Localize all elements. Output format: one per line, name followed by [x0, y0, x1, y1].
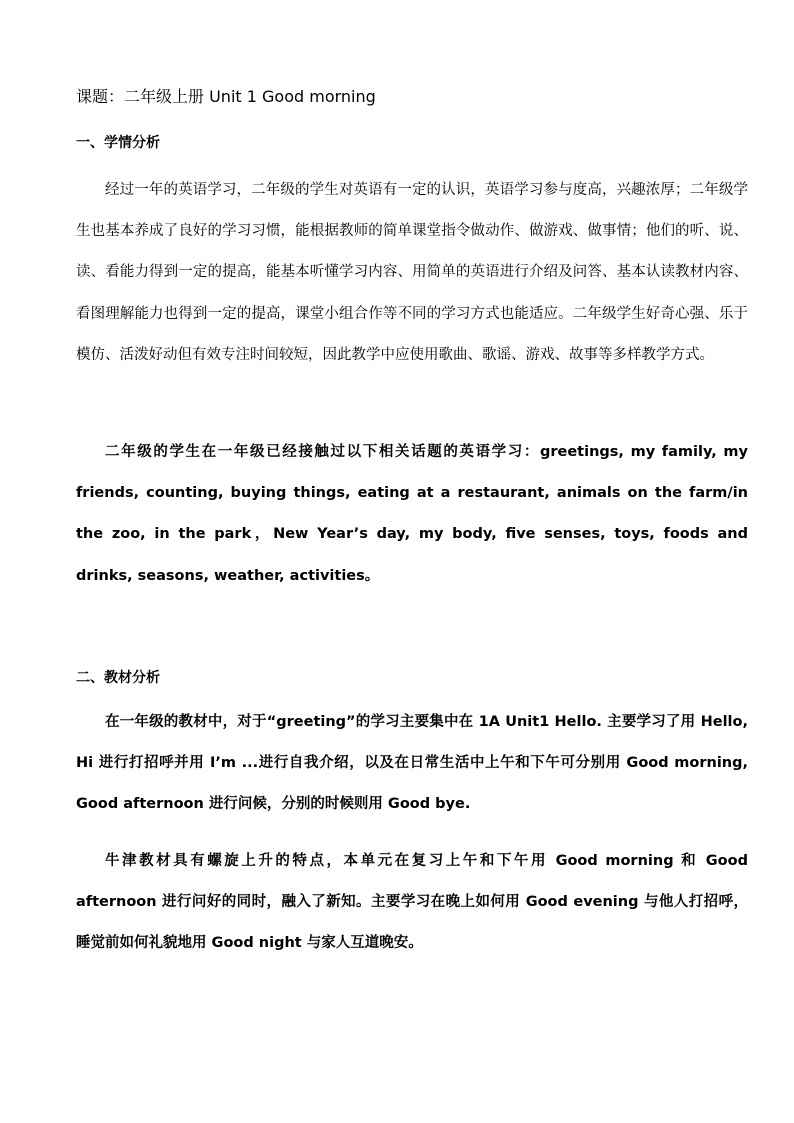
document-title: 课题：二年级上册 Unit 1 Good morning	[76, 87, 376, 106]
paragraph-textbook-analysis-2: 牛津教材具有螺旋上升的特点，本单元在复习上午和下午用 Good morning 和 Good afternoon 进行问好的同时，融入了新知。主要学习在晚上如何用 Good evening 与他人打招呼，睡觉前如何礼貌地用 Good night 与家人互道晚安。	[76, 853, 748, 952]
section-heading-textbook-analysis: 二、教材分析	[76, 670, 160, 686]
paragraph-textbook-analysis-1: 在一年级的教材中，对于“greeting”的学习主要集中在 1A Unit1 Hello. 主要学习了用 Hello, Hi 进行打招呼并用 I’m ...进行自我介绍，以及在日常生活中上午和下午可分别用 Good morning, Good afternoon 进行问候，分别的时候则用 Good bye.	[76, 714, 748, 813]
paragraph-learner-analysis-2: 二年级的学生在一年级已经接触过以下相关话题的英语学习：greetings, my family, my friends, counting, buying things, eating at a restaurant, animals on the farm/in the zoo, in the park，New Year’s day, my body, five senses, toys, foods and drinks, seasons, weather, activities。	[76, 444, 748, 584]
section-heading-learner-analysis: 一、学情分析	[76, 135, 160, 151]
paragraph-learner-analysis-1: 经过一年的英语学习，二年级的学生对英语有一定的认识，英语学习参与度高，兴趣浓厚；二年级学生也基本养成了良好的学习习惯，能根据教师的简单课堂指令做动作、做游戏、做事情；他们的听、说、读、看能力得到一定的提高，能基本听懂学习内容、用简单的英语进行介绍及问答、基本认读教材内容、看图理解能力也得到一定的提高，课堂小组合作等不同的学习方式也能适应。二年级学生好奇心强、乐于模仿、活泼好动但有效专注时间较短，因此教学中应使用歌曲、歌谣、游戏、故事等多样教学方式。	[76, 182, 748, 363]
